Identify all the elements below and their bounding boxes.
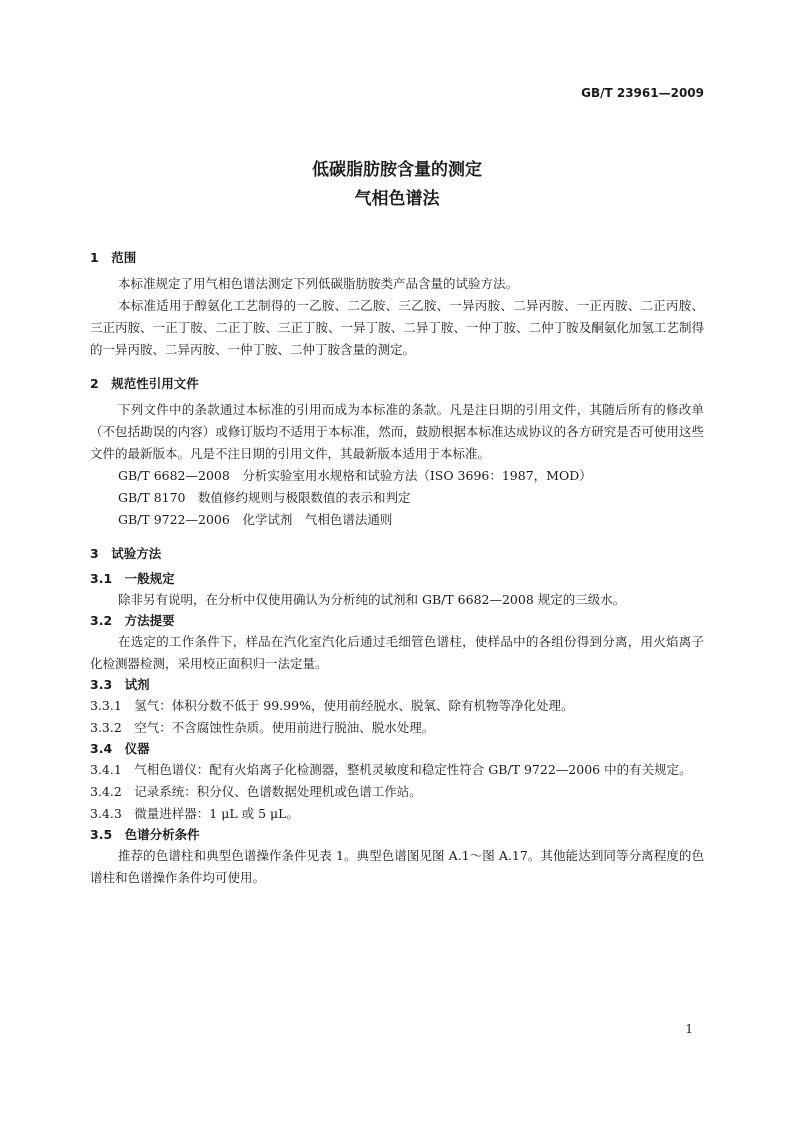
subsection-heading: 3.4 仪器 — [90, 741, 150, 756]
section-scope — [90, 247, 704, 361]
reference-item: GB/T 8170 数值修约规则与极限数值的表示和判定 — [118, 490, 411, 505]
document-subtitle: 气相色谱法 — [354, 189, 440, 209]
standard-code: GB/T 23961—2009 — [581, 86, 704, 100]
paragraph: 推荐的色谱柱和典型色谱操作条件见表 1。典型色谱图见图 A.1～图 A.17。其他能达到同等分离程度的色谱柱和色谱操作条件均可使用。 — [90, 848, 704, 885]
section-heading: 1 范围 — [90, 250, 137, 265]
clause-item: 3.4.3 微量进样器：1 μL 或 5 μL。 — [90, 806, 299, 821]
paragraph: 本标准适用于醇氨化工艺制得的一乙胺、二乙胺、三乙胺、一异丙胺、二异丙胺、一正丙胺、二正丙胺、三正丙胺、一正丁胺、二正丁胺、三正丁胺、一异丁胺、二异丁胺、一仲丁胺、二仲丁胺及酮氨化加氢工艺制得的一异丙胺、二异丙胺、一仲丁胺、二仲丁胺含量的测定。 — [90, 298, 704, 357]
section-test-method — [90, 543, 704, 889]
document-title: 低碳脂肪胺含量的测定 — [312, 160, 482, 180]
paragraph: 下列文件中的条款通过本标准的引用而成为本标准的条款。凡是注日期的引用文件，其随后所有的修改单（不包括勘误的内容）或修订版均不适用于本标准，然而，鼓励根据本标准达成协议的各方研究是否可使用这些文件的最新版本。凡是不注日期的引用文件，其最新版本适用于本标准。 — [90, 402, 704, 461]
paragraph: 本标准规定了用气相色谱法测定下列低碳脂肪胺类产品含量的试验方法。 — [118, 276, 519, 291]
section-normative-references — [90, 373, 704, 531]
clause-item: 3.3.2 空气：不含腐蚀性杂质。使用前进行脱油、脱水处理。 — [90, 720, 435, 735]
paragraph: 除非另有说明，在分析中仅使用确认为分析纯的试剂和 GB/T 6682—2008 规定的三级水。 — [118, 592, 626, 607]
clause-item: 3.3.1 氢气：体积分数不低于 99.99%，使用前经脱水、脱氧、除有机物等净化处理。 — [90, 698, 574, 713]
clause-item: 3.4.2 记录系统：积分仪、色谱数据处理机或色谱工作站。 — [90, 784, 422, 799]
paragraph: 在选定的工作条件下，样品在汽化室汽化后通过毛细管色谱柱，使样品中的各组份得到分离，用火焰离子化检测器检测，采用校正面积归一法定量。 — [90, 634, 704, 671]
section-heading: 2 规范性引用文件 — [90, 376, 199, 391]
reference-item: GB/T 6682—2008 分析实验室用水规格和试验方法（ISO 3696：1987，MOD） — [118, 468, 592, 483]
reference-item: GB/T 9722—2006 化学试剂 气相色谱法通则 — [118, 512, 393, 527]
section-heading: 3 试验方法 — [90, 546, 162, 561]
document-body — [90, 247, 704, 889]
subsection-heading: 3.1 一般规定 — [90, 571, 175, 586]
subsection-heading: 3.3 试剂 — [90, 677, 150, 692]
subsection-heading: 3.5 色谱分析条件 — [90, 827, 200, 842]
subsection-heading: 3.2 方法提要 — [90, 613, 175, 628]
page-number: 1 — [685, 1022, 693, 1036]
clause-item: 3.4.1 气相色谱仪：配有火焰离子化检测器，整机灵敏度和稳定性符合 GB/T 9722—2006 中的有关规定。 — [90, 762, 692, 777]
